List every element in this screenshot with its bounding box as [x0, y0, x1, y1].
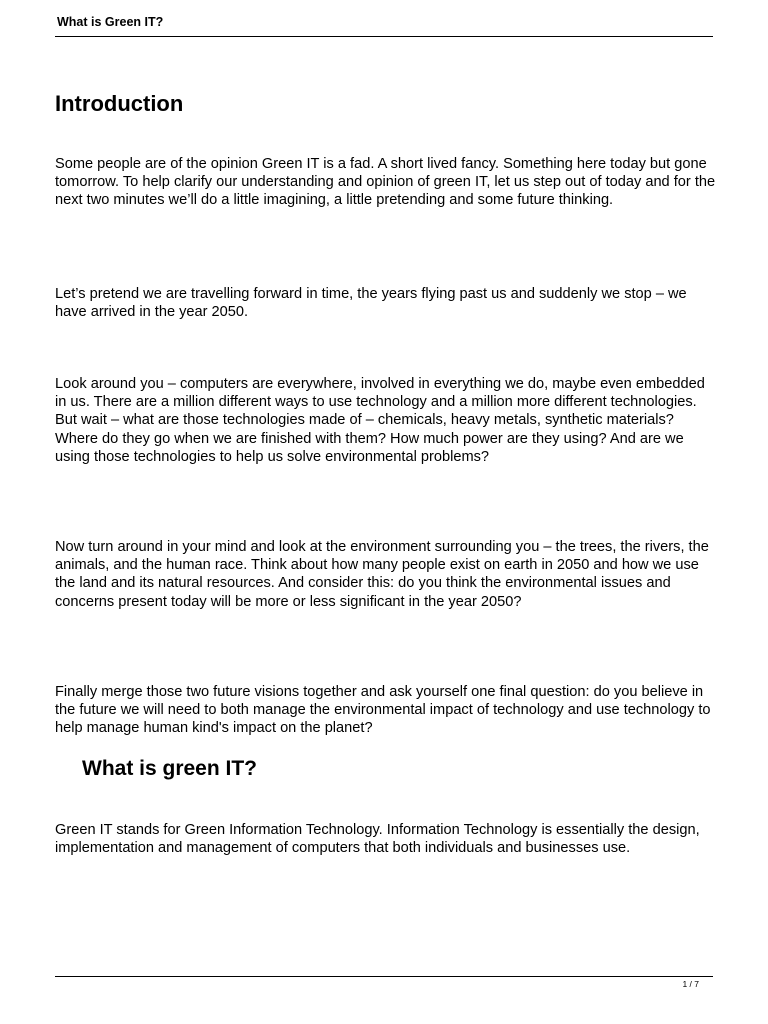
paragraph: Now turn around in your mind and look at the environment surrounding you – the trees, the rivers, the animals, and the human race. Think about how many people exist on earth in 2050 and how we use the land and its natural resources. And consider this: do you think the environmental issues and concerns present today will be more or less significant in the year 2050?	[55, 539, 709, 610]
paragraph: Finally merge those two future visions together and ask yourself one final question: do you believe in the future we will need to both manage the environmental impact of technology and use technology to help manage human kind's impact on the planet?	[55, 684, 711, 737]
paragraph: Some people are of the opinion Green IT is a fad. A short lived fancy. Something here today but gone tomorrow. To help clarify our understanding and opinion of green IT, let us step out of today and for the next two minutes we’ll do a little imagining, a little pretending and some future thinking.	[55, 156, 716, 209]
paragraph: Green IT stands for Green Information Technology. Information Technology is essentially the design, implementation and management of computers that both individuals and businesses use.	[55, 822, 700, 857]
paragraph: Look around you – computers are everywhere, involved in everything we do, maybe even embedded in us. There are a million different ways to use technology and a million more different technologies. But wait – what are those technologies made of – chemicals, heavy metals, synthetic materials? Where do they go when we are finished with them? How much power are they using? And are we using those technologies to help us solve environmental problems?	[55, 376, 705, 465]
page-number: 1 / 7	[682, 979, 699, 989]
page-footer	[55, 976, 713, 989]
paragraph: Let’s pretend we are travelling forward in time, the years flying past us and suddenly we stop – we have arrived in the year 2050.	[55, 286, 687, 321]
header-title: What is Green IT?	[57, 15, 164, 29]
page-header	[55, 12, 713, 37]
section-heading-what-is-green-it: What is green IT?	[82, 757, 258, 780]
section-heading-introduction: Introduction	[55, 91, 184, 116]
